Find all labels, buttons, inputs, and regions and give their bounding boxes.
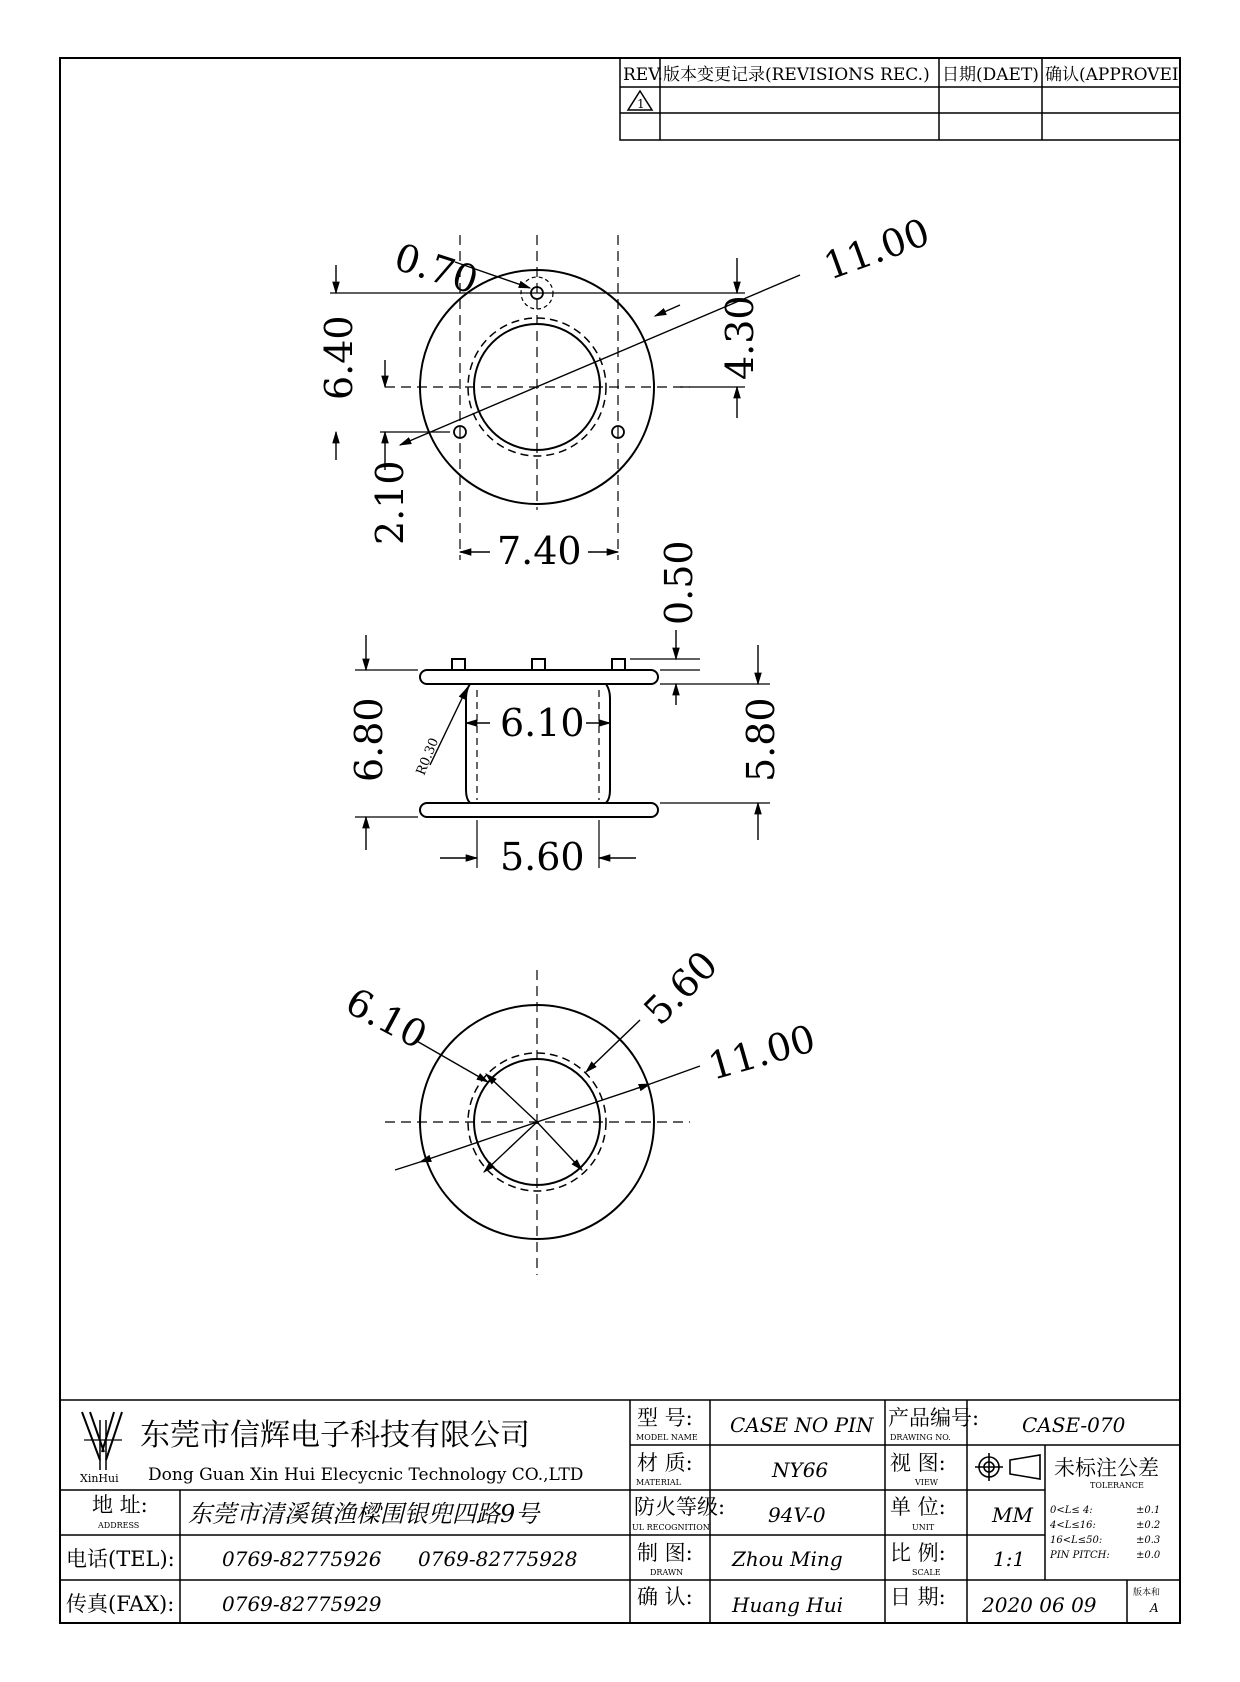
dim-outer-dia: 11.00 [818, 209, 936, 289]
dim-inner-width: 6.10 [500, 701, 585, 745]
model-label: 型 号: [637, 1406, 693, 1430]
dim-height-total: 6.40 [317, 315, 361, 400]
drawn-label-en: DRAWN [650, 1568, 684, 1577]
drawn-label: 制 图: [637, 1541, 693, 1565]
drawn-value: Zhou Ming [732, 1547, 843, 1571]
fax-number: 0769-82775929 [222, 1592, 382, 1616]
scale-label: 比 例: [890, 1541, 946, 1565]
tolerance-range-3: 16<L≤50: [1050, 1535, 1103, 1546]
dim-inner-height: 5.80 [739, 697, 783, 782]
dim-bottom-inner-solid: 6.10 [338, 979, 435, 1058]
top-flange [420, 670, 658, 684]
revision-approve-header: 确认(APPROVEI [1045, 65, 1179, 85]
pin-right [612, 659, 625, 670]
tolerance-range-1: 0<L≤ 4: [1050, 1505, 1093, 1516]
address-label-en: ADDRESS [98, 1521, 140, 1530]
dim-pin-span: 7.40 [497, 529, 582, 573]
company-logo [82, 1412, 122, 1470]
address-value: 东莞市清溪镇渔樑围银兜四路9号 [188, 1500, 540, 1528]
unit-value: MM [992, 1503, 1033, 1527]
drawing-no-label-en: DRAWING NO. [890, 1433, 951, 1442]
model-label-en: MODEL NAME [636, 1433, 698, 1442]
tolerance-range-2: 4<L≤16: [1050, 1520, 1096, 1531]
dim-pin-offset: 4.30 [718, 295, 762, 380]
unit-label: 单 位: [890, 1495, 946, 1519]
tolerance-title: 未标注公差 [1054, 1456, 1159, 1480]
address-label: 地 址: [92, 1493, 148, 1517]
tolerance-range-4: PIN PITCH: [1050, 1550, 1110, 1561]
ul-label-en: UL RECOGNITION [632, 1523, 710, 1532]
dim-pin-low: 2.10 [368, 460, 412, 545]
projection-symbol-icon [975, 1453, 1040, 1481]
revision-triangle-icon [628, 91, 652, 111]
material-label: 材 质: [637, 1451, 693, 1475]
tel-number-2: 0769-82775928 [418, 1547, 578, 1571]
dim-bottom-inner-dashed: 5.60 [635, 942, 727, 1034]
unit-label-en: UNIT [912, 1523, 935, 1532]
material-value: NY66 [772, 1458, 829, 1482]
scale-value: 1:1 [993, 1547, 1026, 1571]
revision-record-header: 版本变更记录(REVISIONS REC.) [663, 65, 930, 85]
pin-center [532, 659, 545, 670]
drawing-no-value: CASE-070 [1022, 1413, 1126, 1437]
dim-fillet-radius: R0.30 [413, 735, 443, 778]
pin-left [452, 659, 465, 670]
date-label: 日 期: [890, 1585, 946, 1609]
check-label: 确 认: [637, 1585, 693, 1609]
tolerance-value-3: ±0.3 [1136, 1535, 1161, 1546]
tolerance-value-4: ±0.0 [1136, 1550, 1161, 1561]
ul-label: 防火等级: [634, 1495, 726, 1519]
bottom-flange [420, 803, 658, 817]
tolerance-value-1: ±0.1 [1136, 1505, 1161, 1516]
company-name-cn: 东莞市信辉电子科技有限公司 [140, 1418, 530, 1453]
dim-bottom-outer: 11.00 [703, 1016, 821, 1089]
model-value: CASE NO PIN [730, 1413, 874, 1437]
dim-core-width: 5.60 [500, 835, 585, 879]
logo-text: XinHui [80, 1472, 119, 1485]
tolerance-title-en: TOLERANCE [1090, 1481, 1144, 1490]
company-name-en: Dong Guan Xin Hui Elecycnic Technology CO.,LTD [148, 1465, 584, 1485]
fax-label: 传真(FAX): [66, 1592, 175, 1616]
revision-date-header: 日期(DAET) [942, 65, 1039, 85]
core-left-wall [466, 684, 470, 803]
dim-hole-dia: 0.70 [389, 234, 484, 303]
check-value: Huang Hui [732, 1593, 844, 1617]
drawing-no-label: 产品编号: [888, 1406, 980, 1430]
scale-label-en: SCALE [912, 1568, 941, 1577]
view-label-en: VIEW [915, 1478, 938, 1487]
core-right-wall [606, 684, 610, 803]
version-value: A [1150, 1601, 1159, 1615]
tolerance-value-2: ±0.2 [1136, 1520, 1161, 1531]
rev-number: 1 [637, 97, 645, 111]
dim-side-height: 6.80 [347, 697, 391, 782]
rev-header: REV. [623, 65, 663, 85]
ul-value: 94V-0 [768, 1503, 826, 1527]
dim-flange-thickness: 0.50 [657, 540, 701, 625]
version-label: 版本和 [1133, 1588, 1161, 1598]
tel-number-1: 0769-82775926 [222, 1547, 382, 1571]
material-label-en: MATERIAL [636, 1478, 681, 1487]
date-value: 2020 06 09 [982, 1593, 1097, 1617]
tel-label: 电话(TEL): [66, 1547, 175, 1571]
view-label: 视 图: [890, 1451, 946, 1475]
